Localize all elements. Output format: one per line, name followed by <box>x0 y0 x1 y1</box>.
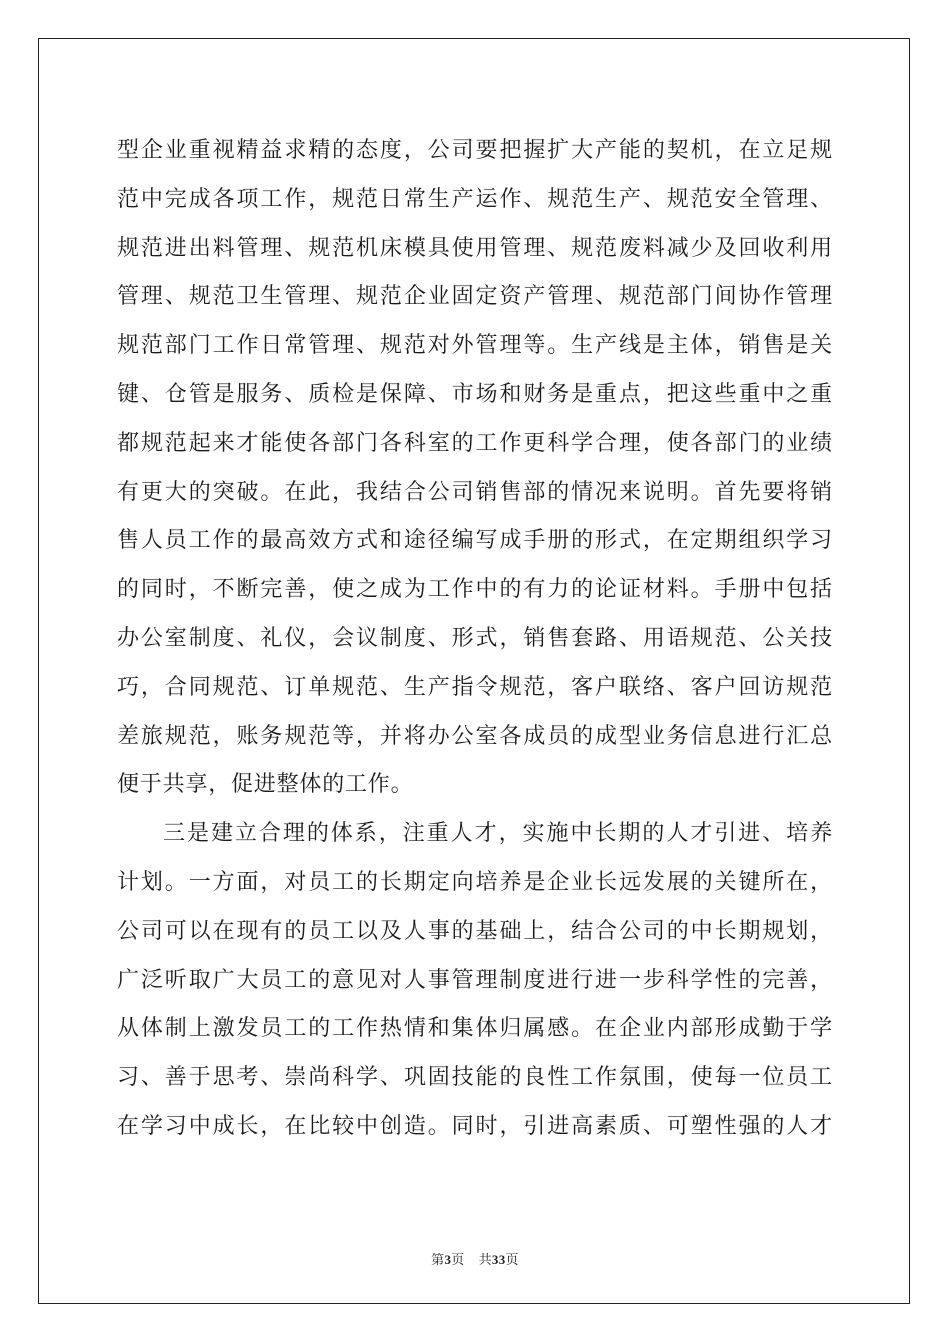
footer-page-number: 3 <box>444 1252 452 1267</box>
text-line-paragraph-start: 三是建立合理的体系，注重人才，实施中长期的人才引进、培养 <box>163 821 833 847</box>
footer-page-prefix: 第 <box>431 1252 445 1267</box>
text-line: 习、善于思考、崇尚科学、巩固技能的良性工作氛围，使每一位员工 <box>117 1065 833 1091</box>
footer-total-prefix: 共 <box>478 1252 492 1267</box>
document-body <box>117 127 833 1152</box>
page-footer <box>0 1249 950 1268</box>
footer-page-suffix: 页 <box>451 1252 465 1267</box>
text-line: 计划。一方面，对员工的长期定向培养是企业长远发展的关键所在， <box>117 869 833 895</box>
text-line: 键、仓管是服务、质检是保障、市场和财务是重点，把这些重中之重 <box>117 381 833 407</box>
text-line: 广泛听取广大员工的意见对人事管理制度进行进一步科学性的完善， <box>117 967 833 993</box>
text-line: 规范进出料管理、规范机床模具使用管理、规范废料减少及回收利用 <box>117 235 833 261</box>
text-line: 管理、规范卫生管理、规范企业固定资产管理、规范部门间协作管理 <box>117 284 833 310</box>
text-line: 差旅规范，账务规范等，并将办公室各成员的成型业务信息进行汇总 <box>117 723 833 749</box>
text-line: 办公室制度、礼仪，会议制度、形式，销售套路、用语规范、公关技 <box>117 625 833 651</box>
text-line-paragraph-end: 便于共享，促进整体的工作。 <box>117 772 414 798</box>
text-line: 型企业重视精益求精的态度，公司要把握扩大产能的契机，在立足规 <box>117 138 833 163</box>
text-line: 售人员工作的最高效方式和途径编写成手册的形式，在定期组织学习 <box>117 528 833 554</box>
text-line: 都规范起来才能使各部门各科室的工作更科学合理，使各部门的业绩 <box>117 430 833 456</box>
text-line: 有更大的突破。在此，我结合公司销售部的情况来说明。首先要将销 <box>117 479 833 505</box>
text-line: 公司可以在现有的员工以及人事的基础上，结合公司的中长期规划， <box>117 918 833 944</box>
footer-total-suffix: 页 <box>505 1252 519 1267</box>
text-line: 在学习中成长，在比较中创造。同时，引进高素质、可塑性强的人才 <box>117 1113 833 1139</box>
text-line: 巧，合同规范、订单规范、生产指令规范，客户联络、客户回访规范 <box>117 674 833 700</box>
text-line: 的同时，不断完善，使之成为工作中的有力的论证材料。手册中包括 <box>117 577 833 603</box>
text-line: 规范部门工作日常管理、规范对外管理等。生产线是主体，销售是关 <box>117 333 833 359</box>
text-line: 范中完成各项工作，规范日常生产运作、规范生产、规范安全管理、 <box>117 186 833 212</box>
footer-total-number: 33 <box>491 1252 506 1267</box>
text-line: 从体制上激发员工的工作热情和集体归属感。在企业内部形成勤于学 <box>117 1016 833 1042</box>
